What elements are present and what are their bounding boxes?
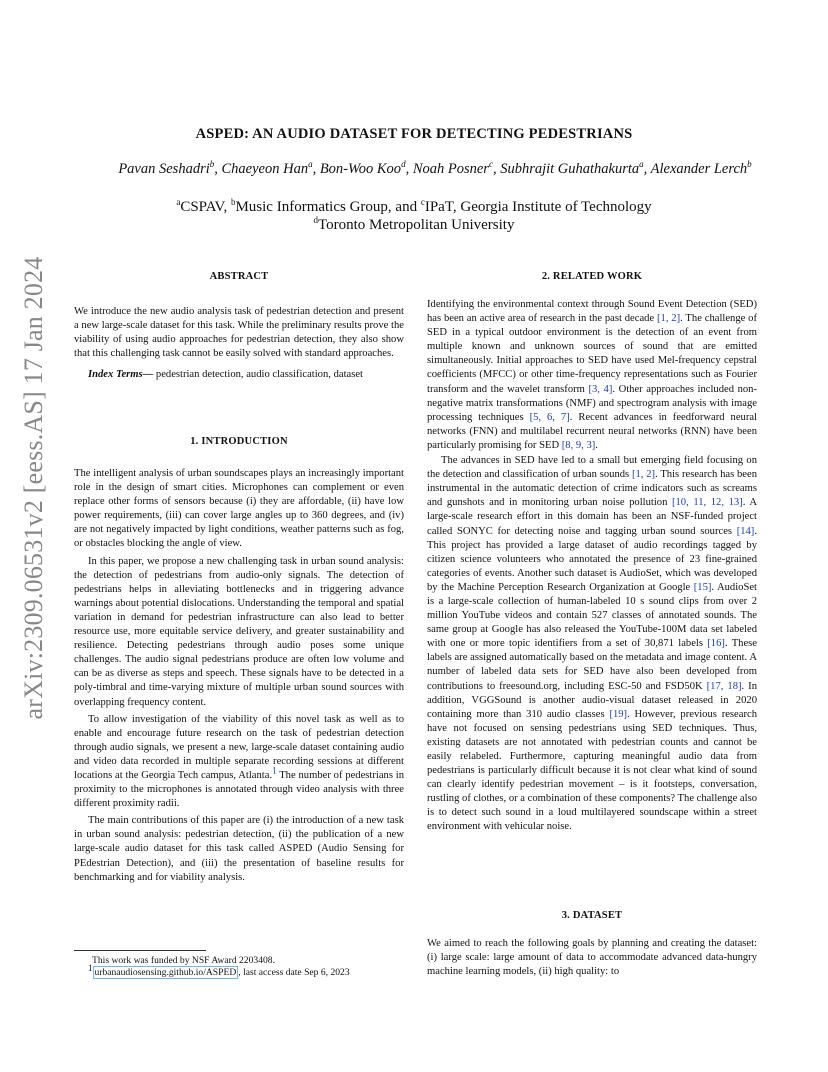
citation-link[interactable]: [16] bbox=[707, 638, 725, 650]
intro-paragraph: The intelligent analysis of urban soundscapes plays an increasingly important role in the design of smart cities. Microphones can complement or even replace other forms of sensors because (i) they are affordable, (ii) have low power requirements, (iii) can cover large angles up to 360 degrees, and (iv) are not negatively impacted by light conditions, weather patterns such as fog, or obstacles blocking the angle of view. bbox=[74, 468, 404, 550]
citation-link[interactable]: [1, 2] bbox=[657, 313, 681, 325]
citation-link[interactable]: [17, 18] bbox=[706, 680, 742, 692]
citation-link[interactable]: [5, 6, 7] bbox=[529, 411, 570, 423]
abstract-section bbox=[74, 305, 404, 382]
related-work-heading: 2. RELATED WORK bbox=[541, 271, 643, 282]
citation-link[interactable]: [19] bbox=[609, 708, 628, 720]
author-name: Subhrajit Guhathakurta bbox=[500, 161, 640, 177]
abstract-text: We introduce the new audio analysis task of pedestrian detection and present a new large-scale dataset for this task. While the preliminary results prove the viability of using audio approaches for pedestrian detection, they also show that this challenging task cannot be easily solved with standard approaches. bbox=[74, 306, 404, 360]
intro-section bbox=[74, 467, 404, 885]
author-list: Pavan Seshadri$^b$, Chaeyeon Han$^a$, Bon-Woo Koo$^d$, Noah Posner$^c$, Subhrajit Guhathakurta$^a$, Alexander Lerch$^b$ bbox=[118, 159, 752, 177]
paper-title: ASPED: AN AUDIO DATASET FOR DETECTING PEDESTRIANS bbox=[195, 126, 633, 142]
intro-paragraph: To allow investigation of the viability of this novel task as well as to enable and encourage future research on the task of pedestrian detection through audio signals, we present a new, large-scale dataset containing audio and video data recorded in multiple separate recording sessions at different locations at the Georgia Tech campus, Atlanta.$^1$ The number of pedestrians in proximity to the microphones is annotated through video analysis with three different proximity radii. bbox=[74, 713, 404, 810]
index-terms: Index Terms— pedestrian detection, audio classification, dataset bbox=[88, 369, 363, 381]
paragraph-text: . bbox=[595, 439, 598, 451]
paragraph-text: . However, previous research have not focused on sensing pedestrians using SED techniques. Thus, existing datasets are not annotated with pedestrian counts and cannot be easily relabeled. Furthermore, capturing meaningful audio data from pedestrians is particularly difficult because it is not clear what kind of sound can clearly identify pedestrian movement – is it footsteps, conversation, rustling of clothes, or a combination of these components? The challenge also is to detect such sound in a loud multilayered soundscape within a street environment with vehicular noise. bbox=[427, 708, 757, 833]
related-work-paragraph bbox=[427, 298, 757, 453]
paragraph-text: . A large-scale research effort in this domain has been an NSF-funded project called SONYC for detecting noise and tagging urban sound sources bbox=[427, 497, 757, 537]
author-name: Pavan Seshadri bbox=[118, 161, 210, 177]
affiliation-line-2: $^d$Toronto Metropolitan University bbox=[313, 215, 515, 233]
footnote-1: $^1$ urbanaudiosensing.github.io/ASPED , last access date Sep 6, 2023 bbox=[88, 962, 350, 978]
arxiv-id: arXiv:2309.06531v2 [eess.AS] 17 Jan 2024 bbox=[19, 256, 48, 720]
dataset-paragraph: We aimed to reach the following goals by planning and creating the dataset: (i) large scale: large amount of data to accommodate advanced data-hungry machine learning models, (ii) high quality: to bbox=[427, 938, 757, 978]
related-work-section bbox=[427, 298, 757, 835]
arxiv-sidebar-stamp bbox=[14, 256, 54, 720]
dataset-heading: 3. DATASET bbox=[561, 910, 623, 921]
footnote-funding: This work was funded by NSF Award 2203408. bbox=[92, 955, 275, 966]
author-name: Chaeyeon Han bbox=[221, 161, 309, 177]
dataset-section bbox=[427, 937, 757, 979]
paragraph-text: . Recent advances in feedforward neural networks (FNN) and multilabel recurrent neural networks (RNN) have been particularly promising for SED bbox=[427, 411, 757, 451]
paragraph-text: . AudioSet is a large-scale collection of human-labeled 10 s sound clips from over 2 million YouTube videos and contain 527 classes of annotated sounds. The same group at Google has also released the YouTube-100M data set labeled with one or more topic identifiers from a set of 30,871 labels bbox=[427, 581, 758, 650]
affiliation-line-1: $^a$CSPAV, $^b$Music Informatics Group, and $^c$IPaT, Georgia Institute of Technology bbox=[176, 197, 652, 215]
author-name: Noah Posner bbox=[412, 161, 489, 177]
footnote-divider bbox=[74, 950, 206, 951]
citation-link[interactable]: [14] bbox=[736, 525, 755, 537]
citation-link[interactable]: [8, 9, 3] bbox=[561, 439, 596, 451]
abstract-heading: ABSTRACT bbox=[209, 271, 269, 282]
paragraph-text: The advances in SED have led to a small but emerging field focusing on the detection and classification of urban sounds bbox=[427, 455, 757, 481]
citation-link[interactable]: [15] bbox=[693, 581, 712, 593]
citation-link[interactable]: [3, 4] bbox=[588, 383, 613, 395]
related-work-paragraph bbox=[427, 454, 757, 835]
citation-link[interactable]: [1, 2] bbox=[631, 469, 656, 481]
footnote-mark[interactable]: 1 bbox=[272, 765, 277, 776]
paragraph-text: . The challenge of SED in a typical outdoor environment is the detection of an event from multiple known and unknown sources of sound that are emitted simultaneously. Initial approaches to SED have used Mel-frequency cepstral coefficients (MFCC) or other time-frequency representations such as Fourier transform and the wavelet transform bbox=[427, 313, 757, 395]
citation-link[interactable]: [10, 11, 12, 13] bbox=[671, 497, 743, 509]
intro-heading: 1. INTRODUCTION bbox=[190, 436, 288, 447]
paragraph-text: Identifying the environmental context through Sound Event Detection (SED) has been an active area of research in the past decade bbox=[427, 299, 757, 325]
paragraph-text: . This research has been instrumental in the automatic detection of crime indicators such as screams and gunshots and in monitoring urban noise pollution bbox=[427, 469, 757, 509]
intro-paragraph: The main contributions of this paper are (i) the introduction of a new task in urban sound analysis: pedestrian detection, (ii) the publication of a new large-scale audio dataset for this task called ASPED (Audio Sensing for PEdestrian Detection), and (iii) the presentation of baseline results for benchmarking and for viability analysis. bbox=[74, 815, 404, 883]
intro-paragraph: In this paper, we propose a new challenging task in urban sound analysis: the detection of pedestrians from audio-only signals. The detection of pedestrians helps in alleviating bottlenecks and in triggering advance warnings about potential dislocations. Understanding the temporal and spatial variation in demand for pedestrian infrastructure can also lead to better resource use, more equitable service delivery, and greater sustainability and resilience. Detecting pedestrians through audio poses some unique challenges. The audio signal pedestrians produce are often low volume and can be as diverse as steps and speech. These signals have to be detected in a poly-timbral and time-varying mixture of multiple urban sound sources with overlapping frequency content. bbox=[74, 555, 404, 708]
paragraph-text: . Other approaches included non-negative matrix transformations (NMF) and spectrogram analysis with image processing techniques bbox=[427, 383, 758, 423]
author-name: Alexander Lerch bbox=[650, 161, 748, 177]
paragraph-text: . In addition, VGGSound is another audio-visual dataset released in 2020 containing more than 310 audio classes bbox=[427, 680, 757, 720]
dataset-url-link[interactable]: urbanaudiosensing.github.io/ASPED bbox=[94, 967, 237, 978]
paragraph-text: . This project has provided a large dataset of audio recordings tagged by citizen science volunteers who annotated the presence of 23 fine-grained categories of events. Another such dataset is AudioSet, which was developed by the Machine Perception Research Organization at Google bbox=[427, 525, 757, 593]
paragraph-text: . These labels are assigned automatically based on the metadata and image content. A number of labeled data sets for SED have also been developed from contributions to freesound.org, including ESC-50 and FSD50K bbox=[427, 638, 757, 692]
author-name: Bon-Woo Koo bbox=[319, 161, 402, 177]
